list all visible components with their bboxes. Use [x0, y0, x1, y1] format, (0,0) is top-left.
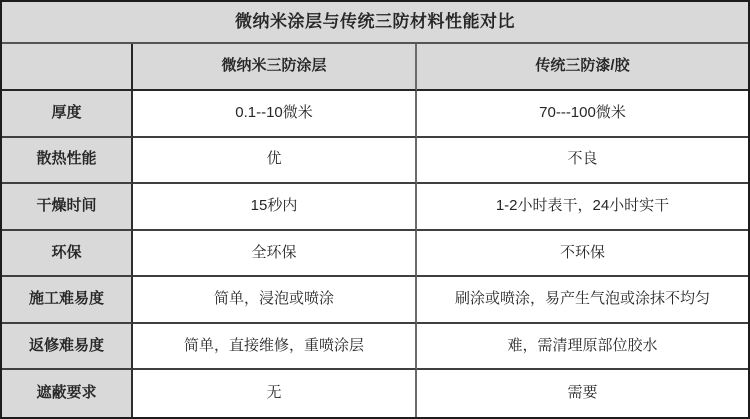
row-label-rework-difficulty: 返修难易度: [2, 324, 133, 371]
cell-heat-dissipation-traditional: 不良: [417, 138, 748, 185]
row-label-heat-dissipation: 散热性能: [2, 138, 133, 185]
cell-application-difficulty-nano: 简单，浸泡或喷涂: [133, 277, 417, 324]
cell-drying-time-nano: 15秒内: [133, 184, 417, 231]
row-label-application-difficulty: 施工难易度: [2, 277, 133, 324]
cell-rework-difficulty-traditional: 难，需清理原部位胶水: [417, 324, 748, 371]
cell-masking-requirement-traditional: 需要: [417, 370, 748, 417]
cell-masking-requirement-nano: 无: [133, 370, 417, 417]
row-label-drying-time: 干燥时间: [2, 184, 133, 231]
cell-thickness-traditional: 70---100微米: [417, 91, 748, 138]
cell-eco-friendly-traditional: 不环保: [417, 231, 748, 278]
table-title: 微纳米涂层与传统三防材料性能对比: [2, 2, 748, 44]
cell-heat-dissipation-nano: 优: [133, 138, 417, 185]
header-cell-empty: [2, 44, 133, 91]
header-cell-nano-coating: 微纳米三防涂层: [133, 44, 417, 91]
row-label-thickness: 厚度: [2, 91, 133, 138]
row-label-eco-friendly: 环保: [2, 231, 133, 278]
row-label-masking-requirement: 遮蔽要求: [2, 370, 133, 417]
cell-eco-friendly-nano: 全环保: [133, 231, 417, 278]
cell-thickness-nano: 0.1--10微米: [133, 91, 417, 138]
cell-drying-time-traditional: 1-2小时表干，24小时实干: [417, 184, 748, 231]
cell-application-difficulty-traditional: 刷涂或喷涂，易产生气泡或涂抹不均匀: [417, 277, 748, 324]
cell-rework-difficulty-nano: 简单，直接维修，重喷涂层: [133, 324, 417, 371]
header-cell-traditional: 传统三防漆/胶: [417, 44, 748, 91]
